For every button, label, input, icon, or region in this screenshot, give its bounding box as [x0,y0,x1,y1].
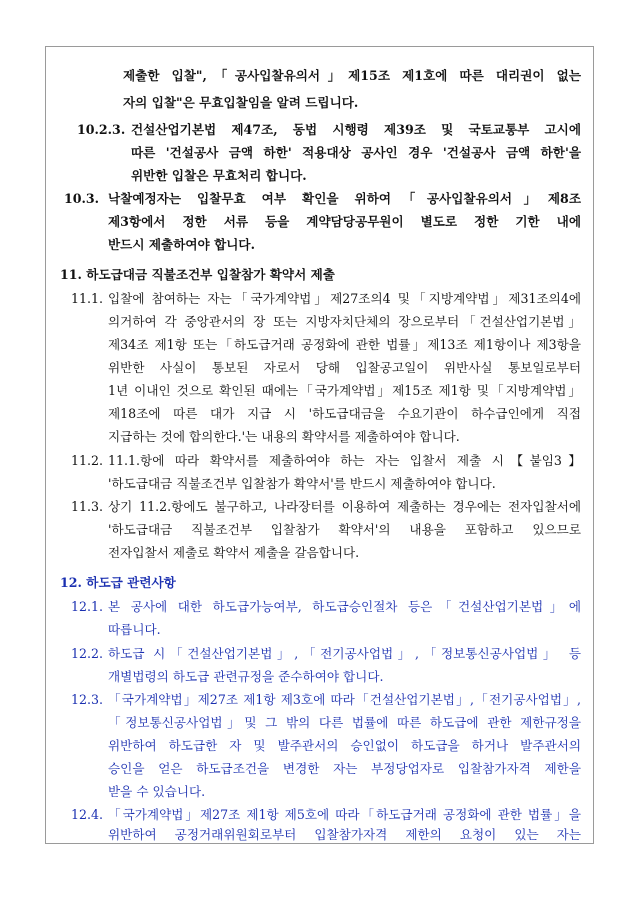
paragraph-line: 위반하여 하도급한 자 및 발주관서의 승인없이 하도급을 하거나 발주관서의 [108,738,581,753]
paragraph-line: 위반한 사실이 통보된 자로서 당해 입찰공고일이 위반사실 통보일로부터 [108,360,581,375]
paragraph-line: 자의 입찰"은 무효입찰임을 알려 드립니다. [123,95,359,110]
paragraph-line: 1년 이내인 것으로 확인된 때에는「국가계약법」제15조 제1항 및「지방계약법」 [108,383,581,398]
paragraph-line: 의거하여 각 중앙관서의 장 또는 지방자치단체의 장으로부터「건설산업기본법」 [108,314,581,329]
paragraph-line: 제34조 제1항 또는「하도급거래 공정화에 관한 법률」제13조 제1항이나 제3항을 [108,337,581,352]
paragraph-line: 11.1.항에 따라 확약서를 제출하여야 하는 자는 입찰서 제출 시【붙임3】 [108,453,581,468]
paragraph-line: 위반한 입찰은 무효처리 합니다. [131,168,307,183]
clause-number: 11.2. [71,453,104,468]
clause-number: 12.3. [71,692,104,707]
paragraph-line: 입찰에 참여하는 자는「국가계약법」제27조의4 및「지방계약법」제31조의4에 [108,291,581,306]
paragraph-line: 제3항에서 정한 서류 등을 계약담당공무원이 별도로 정한 기한 내에 [108,214,581,229]
paragraph-line: 「국가계약법」제27조 제1항 제5호에 따라「하도급거래 공정화에 관한 법률」을 [108,807,581,822]
paragraph-line: 따릅니다. [108,622,161,637]
clause-number: 10.2.3. [77,122,126,137]
clause-number: 12.1. [71,599,104,614]
paragraph-line: 지급하는 것에 합의한다.'는 내용의 확약서를 제출하여야 합니다. [108,429,460,444]
section-heading: 12. 하도급 관련사항 [60,575,176,590]
paragraph-line: 개별법령의 하도급 관련규정을 준수하여야 합니다. [108,669,384,684]
paragraph-line: 「정보통신공사업법」및 그 밖의 다른 법률에 따른 하도급에 관한 제한규정을 [108,715,581,730]
clause-number: 11.3. [71,499,104,514]
clause-number: 11.1. [71,291,104,306]
clause-number: 10.3. [64,191,100,206]
paragraph-line: 건설산업기본법 제47조, 동법 시행령 제39조 및 국토교통부 고시에 [131,122,581,137]
paragraph-line: 상기 11.2.항에도 불구하고, 나라장터를 이용하여 제출하는 경우에는 전자입찰서에 [108,499,581,514]
clause-number: 12.2. [71,646,104,661]
paragraph-line: 하도급 시「건설산업기본법」,「전기공사업법」,「정보통신공사업법」 등 [108,646,581,661]
paragraph-line: 받을 수 있습니다. [108,784,206,799]
paragraph-line: 제출한 입찰",「공사입찰유의서」제15조 제1호에 따른 대리권이 없는 [123,68,581,83]
paragraph-line: 낙찰예정자는 입찰무효 여부 확인을 위하여「공사입찰유의서」제8조 [108,191,581,206]
paragraph-line: 전자입찰서 제출로 확약서 제출을 갈음합니다. [108,545,360,560]
paragraph-line: 따른 '건설공사 금액 하한' 적용대상 공사인 경우 '건설공사 금액 하한'을 [131,145,581,160]
paragraph-line: '하도급대금 직불조건부 입찰참가 확약서'의 내용을 포함하고 있으므로 [108,522,581,537]
paragraph-line: 「국가계약법」제27조 제1항 제3호에 따라「건설산업기본법」,「전기공사업법」, [108,692,581,707]
clause-number: 12.4. [71,807,104,822]
paragraph-line: 제18조에 따른 대가 지급 시 '하도급대금을 수요기관이 하수급인에게 직접 [108,406,581,421]
paragraph-line: 본 공사에 대한 하도급가능여부, 하도급승인절차 등은「건설산업기본법」에 [108,599,581,614]
paragraph-line: 승인을 얻은 하도급조건을 변경한 자는 부정당업자로 입찰참가자격 제한을 [108,761,581,776]
paragraph-line: 위반하여 공정거래위원회로부터 입찰참가자격 제한의 요청이 있는 자는 [108,827,581,842]
paragraph-line: '하도급대금 직불조건부 입찰참가 확약서'를 반드시 제출하여야 합니다. [108,476,496,491]
section-heading: 11. 하도급대금 직불조건부 입찰참가 확약서 제출 [60,267,335,282]
paragraph-line: 반드시 제출하여야 합니다. [108,237,255,252]
